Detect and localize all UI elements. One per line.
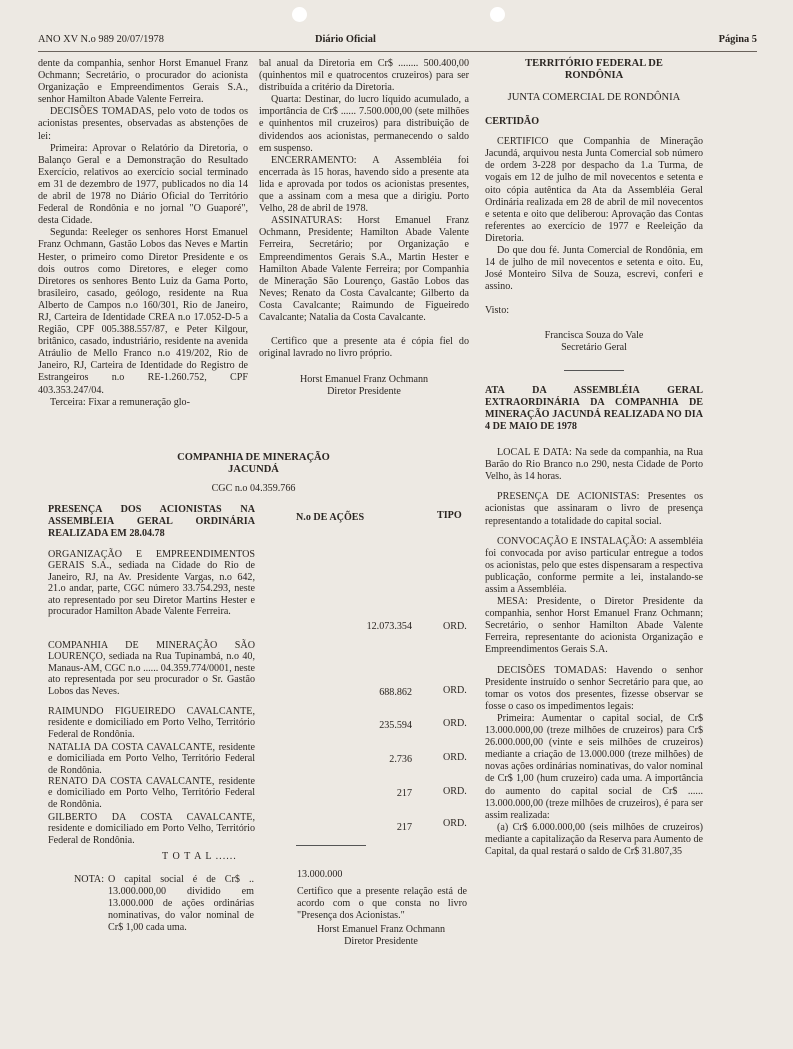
junta-subtitle: JUNTA COMERCIAL DE RONDÔNIA	[507, 92, 681, 103]
page-number: Página 5	[718, 34, 757, 45]
shareholder-shares: 235.594	[379, 720, 412, 731]
shareholder-shares: 217	[396, 788, 412, 799]
col-header-shares: N.o DE AÇÕES	[296, 512, 365, 523]
ata-heading: ATA DA ASSEMBLÉIA GERAL EXTRAORDINÁRIA DA COMPANHIA DE MINERAÇÃO JACUNDÁ REALIZADA NO DIA 4 DE MAIO DE 1978	[485, 384, 703, 432]
issue-line: ANO XV N.o 989 20/07/1978	[38, 34, 164, 45]
shareholder-type: ORD.	[443, 621, 467, 632]
presence-signature-role: Diretor Presidente	[344, 936, 418, 947]
shareholder-shares: 2.736	[389, 754, 412, 765]
territory-title: TERRITÓRIO FEDERAL DE	[525, 58, 663, 69]
paragraph: DECISÕES TOMADAS, pelo voto de todos os acionistas presentes, observadas as abstenções de lei:	[38, 106, 248, 142]
signature-name: Horst Emanuel Franz Ochmann	[299, 374, 429, 386]
company-title-2: JACUNDÁ	[228, 464, 279, 475]
shareholder-name: ORGANIZAÇÃO E EMPREENDIMENTOS GERAIS S.A., sediada na Cidade do Rio de Janeiro, RJ, na Av. Presidente Vargas, n.o 642, 21.o andar, parte, CGC número 33.754.293, neste ato representado por seu Diretor Martins Hester e procurador Hamilton Abade Valente Ferreira.	[48, 549, 255, 618]
total-value: 13.000.000	[297, 869, 343, 880]
total-label: T O T A L ......	[162, 851, 237, 862]
paragraph: CONVOCAÇÃO E INSTALAÇÃO: A assembléia foi convocada por aviso particular entregue a todos os acionistas, pelo que estes dispensaram a respectiva publicação, conforme permite a lei, instalando-se assim a Assembléia.	[485, 535, 703, 595]
paragraph: Segunda: Reeleger os senhores Horst Emanuel Franz Ochmann, Gastão Lobos das Neves e Martin Hester, o primeiro como Diretor Presidente e os dois outros como Diretores, e eleger como Diretores os senhores Bento Luiz da Gama Porto, brasileiro, casado, geólogo, residente na Rua Alberto de Campos n.o 160/301, Rio de Janeiro, RJ, Carteira de Identidade CREA n.o 17.052-D-5 a Região, CPF 005.388.557/87, e Peter Kilgour, britânico, casado, industriário, residente na avenida Atráulio de Mello Franco n.o 419/202, Rio de Janeiro, RJ, Carteira de Identidade do Registro de Estrangeiros n.o RE-1.260.752, CPF 403.353.247/04.	[38, 227, 248, 396]
shareholder-name: RAIMUNDO FIGUEIREDO CAVALCANTE, residente e domiciliado em Porto Velho, Território Federal de Rondônia.	[48, 706, 255, 740]
paragraph: ASSINATURAS: Horst Emanuel Franz Ochmann, Presidente; Hamilton Abade Valente Ferreira, Secretário; por Organização e Empreendimentos Gerais S.A., Martin Hester e Hamilton Abade Valente Ferreira; por Companhia de Mineração São Lourenço, Gastão Lobos das Neves; Renato da Costa Cavalcante; Gilberto da Costa Cavalcante; Raimundo de Figueiredo Cavalcante; Natalia da Costa Cavalcante.	[259, 215, 469, 323]
visto-signature-role: Secretário Geral	[561, 341, 627, 353]
header-rule	[38, 51, 757, 52]
signature-role: Diretor Presidente	[327, 386, 401, 398]
paragraph: Do que dou fé. Junta Comercial de Rondônia, em 14 de julho de mil novecentos e setenta e oito. Eu, José Monteiro Silva de Souza, escrevi, conferi e assino.	[485, 245, 703, 293]
paragraph: dente da companhia, senhor Horst Emanuel Franz Ochmann; Secretário, o procurador do acionista Organização e Empreendimentos Gerais S.A., senhor Hamilton Abade Valente Ferreira.	[38, 58, 248, 106]
shareholder-type: ORD.	[443, 718, 467, 729]
column-1	[38, 58, 248, 409]
paragraph: ENCERRAMENTO: A Assembléia foi encerrada às 15 horas, havendo sido a presente ata lida e aprovada por todos os acionistas presentes, que a assinam com a mesa que a dirigiu. Porto Velho, 28 de abril de 1978.	[259, 154, 469, 215]
shareholder-type: ORD.	[443, 818, 467, 829]
paragraph: bal anual da Diretoria em Cr$ ........ 500.400,00 (quinhentos mil e quatrocentos cruzeiros) para ser distribuída a critério da Diretoria.	[259, 58, 469, 94]
company-title: COMPANHIA DE MINERAÇÃO	[177, 452, 330, 463]
punch-hole-left	[292, 7, 307, 22]
shareholder-shares: 217	[396, 822, 412, 833]
column-3	[485, 58, 703, 858]
shareholder-name: NATALIA DA COSTA CAVALCANTE, residente e domiciliada em Porto Velho, Território Federal de Rondônia.	[48, 742, 255, 776]
visto-signature-name: Francisca Souza do Vale	[544, 329, 644, 341]
page-header	[38, 34, 757, 50]
newspaper-title: Diário Oficial	[315, 34, 376, 45]
note-text: O capital social é de Cr$ .. 13.000.000,00 dividido em 13.000.000 de ações ordinárias nominativas, do valor nominal de Cr$ 1,00 cada uma.	[108, 874, 254, 934]
paragraph: LOCAL E DATA: Na sede da companhia, na Rua Barão do Rio Branco n.o 290, nesta Cidade de Porto Velho, às 14 horas.	[485, 447, 703, 483]
company-block	[38, 452, 469, 495]
territory-title-2: RONDÔNIA	[564, 70, 624, 81]
paragraph: Primeira: Aprovar o Relatório da Diretoria, o Balanço Geral e a Demonstração do Resultado Exercício, relativos ao exercício social terminado em 31 de dezembro de 1977, publicados no dia 14 de abril de 1978 no Diário Oficial do Território Federal de Rondônia e no jornal "O Guaporé", desta Cidade.	[38, 142, 248, 227]
note-label: NOTA:	[74, 874, 105, 885]
paragraph: Quarta: Destinar, do lucro líquido acumulado, a importância de Cr$ ...... 7.500.000,00 (sete milhões e quinhentos mil cruzeiros) para distribuição de dividendos aos acionistas, permanecendo o saldo em suspenso.	[259, 94, 469, 154]
shareholder-shares: 12.073.354	[366, 621, 412, 632]
total-rule	[296, 845, 366, 846]
certidao-heading: CERTIDÃO	[485, 116, 540, 128]
shareholder-name: GILBERTO DA COSTA CAVALCANTE, residente e domiciliado em Porto Velho, Território Federal de Rondônia.	[48, 812, 255, 846]
paragraph: (a) Cr$ 6.000.000,00 (seis milhões de cruzeiros) mediante a capitalização da Reserva para Aumento de Capital, da qual restará o saldo de Cr$ 31.807,35	[485, 821, 703, 857]
shareholder-type: ORD.	[443, 685, 467, 696]
shareholder-name: RENATO DA COSTA CAVALCANTE, residente e domiciliado em Porto Velho, Território Federal de Rondônia.	[48, 776, 255, 810]
presence-signature-name: Horst Emanuel Franz Ochmann	[316, 924, 446, 935]
paragraph: DECISÕES TOMADAS: Havendo o senhor Presidente instruído o senhor Secretário para que, ao tomar os votos dos presentes, fizesse observar se fosse o caso os impedimentos legais:	[485, 664, 703, 712]
paragraph: Certifico que a presente ata é cópia fiel do original lavrado no livro próprio.	[259, 336, 469, 360]
certification-text: Certifico que a presente relação está de acordo com o que consta no livro "Presença dos Acionistas."	[297, 886, 467, 922]
shareholder-type: ORD.	[443, 786, 467, 797]
shareholder-type: ORD.	[443, 752, 467, 763]
visto-label: Visto:	[485, 305, 510, 317]
paragraph: Primeira: Aumentar o capital social, de Cr$ 13.000.000,00 (treze milhões de cruzeiros) para Cr$ 26.000.000,00 (vinte e seis milhões de cruzeiros) mediante a criação de 13.000.000 (treze milhões) de novas ações ordinárias nominativas, do valor nominal de Cr$ 1,00 (hum cruzeiro) cada uma. A importância do aumento do capital social de Cr$ ...... 13.000.000,00 (treze milhões de cruzeiros), é para ser assim realizada:	[485, 712, 703, 821]
column-2	[259, 58, 469, 398]
paragraph: MESA: Presidente, o Diretor Presidente da companhia, senhor Horst Emanuel Franz Ochmann; Secretário, o senhor Hamilton Abade Valente Ferreira, representante do acionista Organização e Empreendimentos Gerais S.A.	[485, 596, 703, 656]
punch-hole-right	[490, 7, 505, 22]
paragraph: CERTIFICO que Companhia de Mineração Jacundá, arquivou nesta Junta Comercial sob número de ordem 3-228 por despacho da 1.a Turma, de vogais em 12 de julho de mil novecentos e setenta e oito cópia autêntica da Ata da Assembléia Geral Ordinária realizada em 28 de abril de mil novecentos e setenta e oito que deliberou: Aprovação das Contas referentes ao exercício de 1977 e Reeleição da Diretoria.	[485, 136, 703, 244]
section-divider	[564, 370, 624, 371]
shareholder-name: COMPANHIA DE MINERAÇÃO SÃO LOURENÇO, sediada na Rua Tupinambá, n.o 40, Manaus-AM, CGC n.o ...... 04.359.774/0001, neste ato representada por seu procurador o Sr. Gastão Lobos das Neves.	[48, 640, 255, 697]
presence-heading: PRESENÇA DOS ACIONISTAS NA ASSEMBLEIA GERAL ORDINÁRIA REALIZADA EM 28.04.78	[48, 504, 255, 540]
company-cgc: CGC n.o 04.359.766	[211, 483, 296, 494]
col-header-type: TIPO	[437, 510, 462, 521]
paragraph: PRESENÇA DE ACIONISTAS: Presentes os acionistas que assinaram o livro de presença representando a totalidade do capital social.	[485, 491, 703, 527]
paragraph: Terceira: Fixar a remuneração glo-	[50, 396, 190, 408]
shareholder-shares: 688.862	[379, 687, 412, 698]
